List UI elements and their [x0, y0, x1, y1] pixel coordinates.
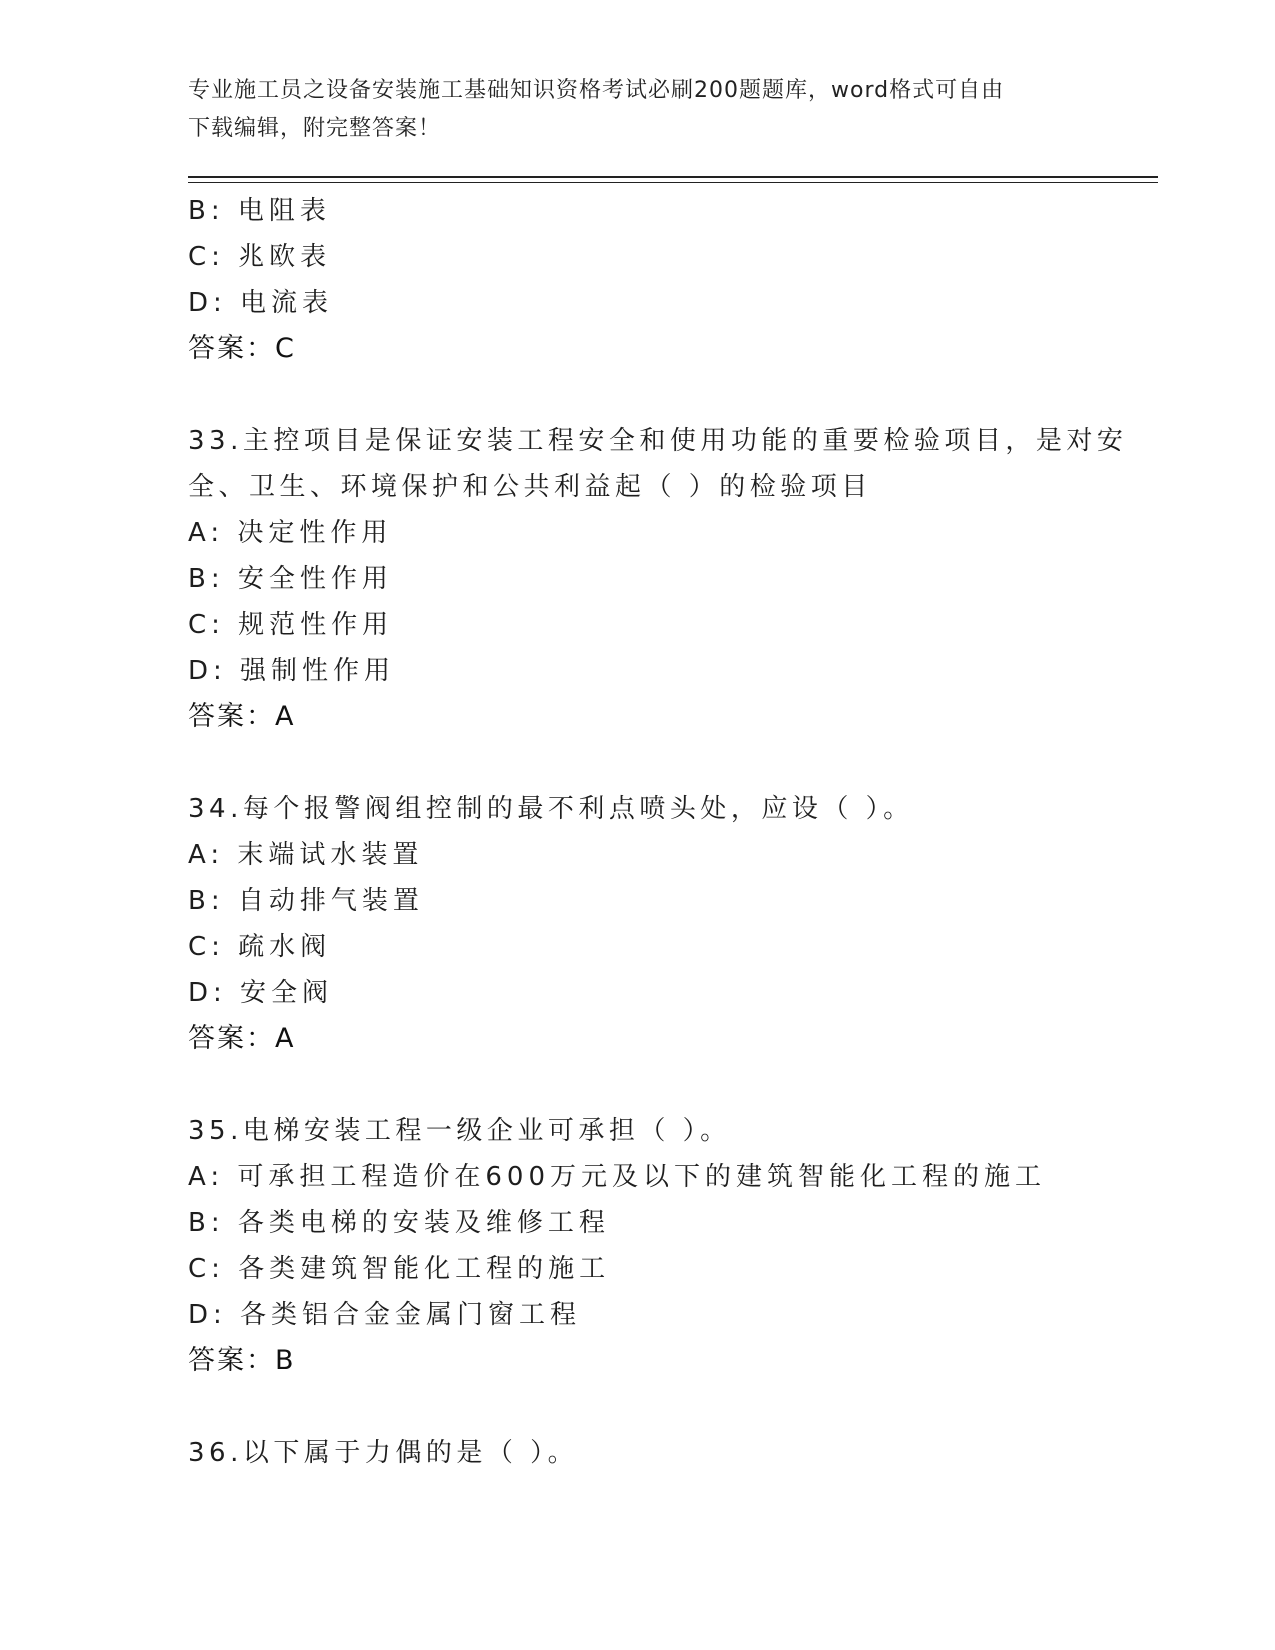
option-a: A: 可承担工程造价在600万元及以下的建筑智能化工程的施工: [188, 1162, 1046, 1192]
option-b: B: 安全性作用: [188, 564, 393, 594]
question-stem: 35.电梯安装工程一级企业可承担（ ）。: [188, 1116, 731, 1146]
option-d: D: 各类铝合金金属门窗工程: [188, 1300, 582, 1330]
spacer: [188, 1062, 1088, 1108]
option-a: A: 末端试水装置: [188, 840, 424, 870]
answer: 答案：A: [188, 701, 296, 732]
question-stem: 34.每个报警阀组控制的最不利点喷头处，应设（ ）。: [188, 794, 914, 824]
question-32: [188, 188, 1088, 372]
answer: 答案：A: [188, 1023, 296, 1054]
option-b: B: 电阻表: [188, 196, 331, 226]
question-list: [188, 188, 1128, 1476]
question-stem: 36.以下属于力偶的是（ ）。: [188, 1438, 579, 1468]
option-b: B: 各类电梯的安装及维修工程: [188, 1208, 610, 1238]
option-c: C: 疏水阀: [188, 932, 332, 962]
option-d: D: 电流表: [188, 288, 334, 318]
option-d: D: 强制性作用: [188, 656, 396, 686]
option-a: A: 决定性作用: [188, 518, 393, 548]
question-35: [188, 1108, 1088, 1384]
question-stem: 33.主控项目是保证安装工程安全和使用功能的重要检验项目，是对安: [188, 426, 1128, 456]
option-c: C: 兆欧表: [188, 242, 332, 272]
option-c: C: 各类建筑智能化工程的施工: [188, 1254, 611, 1284]
answer: 答案：C: [188, 333, 296, 364]
question-stem-continued: 全、卫生、环境保护和公共利益起（ ）的检验项目: [188, 472, 872, 502]
header-line-2: 下载编辑，附完整答案！: [188, 116, 442, 141]
header-line-1: 专业施工员之设备安装施工基础知识资格考试必刷200题题库，word格式可自由: [188, 78, 1005, 103]
option-b: B: 自动排气装置: [188, 886, 424, 916]
option-d: D: 安全阀: [188, 978, 334, 1008]
question-36: [188, 1430, 1088, 1476]
header-divider-thin: [188, 182, 1158, 183]
question-33: [188, 418, 1128, 740]
question-34: [188, 786, 1088, 1062]
header-divider-thick: [188, 176, 1158, 178]
option-c: C: 规范性作用: [188, 610, 394, 640]
spacer: [188, 1384, 1088, 1430]
answer: 答案：B: [188, 1345, 296, 1376]
spacer: [188, 740, 1088, 786]
spacer: [188, 372, 1088, 418]
document-header: [188, 72, 1088, 148]
